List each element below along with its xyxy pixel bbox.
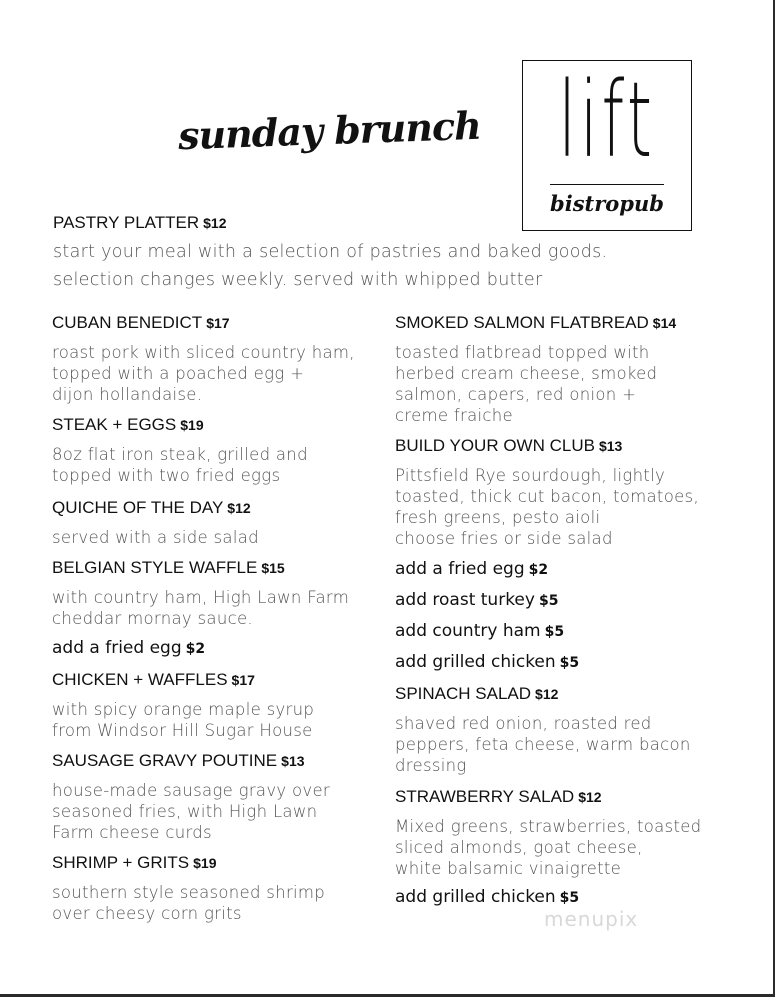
item-desc-strawberry-salad bbox=[395, 816, 701, 879]
item-name: SMOKED SALMON FLATBREAD bbox=[395, 313, 649, 332]
desc-line: shaved red onion, roasted red bbox=[395, 714, 652, 733]
item-desc-spinach-salad bbox=[395, 713, 691, 776]
desc-line: house-made sausage gravy over bbox=[52, 781, 331, 800]
addon-fried-egg-left bbox=[52, 638, 205, 658]
item-price: $13 bbox=[281, 753, 305, 769]
addon-grilled-chicken bbox=[395, 652, 579, 672]
item-price: $12 bbox=[227, 500, 251, 516]
desc-line: roast pork with sliced country ham, bbox=[52, 343, 355, 362]
addon-label: add a fried egg bbox=[52, 638, 182, 658]
logo-word: lift bbox=[558, 59, 656, 181]
desc-line: Farm cheese curds bbox=[52, 823, 212, 842]
addon-price: $5 bbox=[559, 890, 580, 906]
item-name: SHRIMP + GRITS bbox=[52, 853, 190, 872]
item-desc-shrimp-grits bbox=[52, 882, 325, 924]
item-price: $12 bbox=[203, 215, 227, 231]
item-price: $12 bbox=[535, 686, 559, 702]
item-name: STRAWBERRY SALAD bbox=[395, 787, 575, 806]
desc-line: over cheesy corn grits bbox=[52, 904, 242, 923]
addon-price: $2 bbox=[185, 641, 206, 657]
item-desc-smoked-salmon bbox=[395, 342, 657, 426]
item-name: SPINACH SALAD bbox=[395, 684, 532, 703]
item-title-build-club bbox=[395, 436, 622, 456]
item-name: BELGIAN STYLE WAFFLE bbox=[52, 558, 258, 577]
item-price: $13 bbox=[598, 438, 623, 454]
item-title-spinach-salad bbox=[395, 684, 558, 704]
menu-title: sunday brunch bbox=[177, 102, 482, 159]
item-price: $19 bbox=[180, 417, 204, 433]
item-title-shrimp-grits bbox=[52, 853, 217, 873]
desc-line: Pittsfield Rye sourdough, lightly bbox=[395, 466, 666, 485]
desc-line: cheddar mornay sauce. bbox=[52, 609, 253, 628]
desc-line: seasoned fries, with High Lawn bbox=[52, 802, 318, 821]
addon-price: $5 bbox=[559, 655, 580, 671]
desc-line: selection changes weekly. served with whipped butter bbox=[53, 270, 543, 290]
addon-label: add grilled chicken bbox=[395, 652, 556, 672]
item-name: SAUSAGE GRAVY POUTINE bbox=[52, 751, 278, 770]
item-title-smoked-salmon bbox=[395, 313, 676, 333]
addon-label: add grilled chicken bbox=[395, 887, 556, 907]
item-title-pastry-platter bbox=[53, 213, 226, 233]
desc-line: served with a side salad bbox=[52, 528, 259, 547]
item-desc-quiche bbox=[52, 527, 259, 548]
desc-line: choose fries or side salad bbox=[395, 529, 613, 548]
item-desc-steak-eggs bbox=[52, 444, 308, 486]
desc-line: peppers, feta cheese, warm bacon bbox=[395, 735, 691, 754]
addon-label: add country ham bbox=[395, 621, 541, 641]
item-price: $17 bbox=[206, 315, 230, 331]
desc-line: dijon hollandaise. bbox=[52, 385, 203, 404]
item-price: $15 bbox=[261, 560, 285, 576]
addon-country-ham bbox=[395, 621, 564, 641]
item-title-belgian-waffle bbox=[52, 558, 285, 578]
desc-line: toasted, thick cut bacon, tomatoes, bbox=[395, 487, 699, 506]
item-price: $17 bbox=[231, 672, 255, 688]
item-desc-build-club bbox=[395, 465, 699, 549]
item-title-cuban-benedict bbox=[52, 313, 230, 333]
item-name: QUICHE OF THE DAY bbox=[52, 498, 224, 517]
desc-line: white balsamic vinaigrette bbox=[395, 859, 622, 878]
desc-line: start your meal with a selection of pastries and baked goods. bbox=[53, 242, 608, 262]
addon-roast-turkey bbox=[395, 590, 558, 610]
item-desc-belgian-waffle bbox=[52, 587, 349, 629]
item-desc-sausage-poutine bbox=[52, 780, 330, 843]
item-title-sausage-poutine bbox=[52, 751, 305, 771]
item-price: $19 bbox=[193, 855, 217, 871]
item-desc-pastry-platter bbox=[53, 238, 607, 294]
desc-line: with spicy orange maple syrup bbox=[52, 700, 315, 719]
addon-label: add roast turkey bbox=[395, 590, 535, 610]
desc-line: topped with two fried eggs bbox=[52, 466, 281, 485]
desc-line: southern style seasoned shrimp bbox=[52, 883, 326, 902]
desc-line: dressing bbox=[395, 756, 467, 775]
desc-line: Mixed greens, strawberries, toasted bbox=[395, 817, 702, 836]
logo-divider bbox=[550, 184, 664, 185]
logo bbox=[522, 60, 692, 231]
desc-line: herbed cream cheese, smoked bbox=[395, 364, 658, 383]
addon-price: $5 bbox=[544, 624, 565, 640]
desc-line: sliced almonds, goat cheese, bbox=[395, 838, 643, 857]
item-title-quiche bbox=[52, 498, 251, 518]
item-name: PASTRY PLATTER bbox=[53, 213, 200, 232]
item-price: $14 bbox=[652, 315, 677, 331]
desc-line: topped with a poached egg + bbox=[52, 364, 305, 383]
desc-line: toasted flatbread topped with bbox=[395, 343, 650, 362]
desc-line: 8oz flat iron steak, grilled and bbox=[52, 445, 308, 464]
item-name: CUBAN BENEDICT bbox=[52, 313, 203, 332]
desc-line: salmon, capers, red onion + bbox=[395, 385, 637, 404]
addon-label: add a fried egg bbox=[395, 559, 525, 579]
desc-line: creme fraiche bbox=[395, 406, 513, 425]
item-title-steak-eggs bbox=[52, 415, 204, 435]
addon-grilled-chicken-salad bbox=[395, 887, 579, 907]
addon-price: $5 bbox=[538, 593, 559, 609]
desc-line: from Windsor Hill Sugar House bbox=[52, 721, 313, 740]
addon-fried-egg-right bbox=[395, 559, 548, 579]
item-desc-cuban-benedict bbox=[52, 342, 355, 405]
addon-price: $2 bbox=[528, 562, 549, 578]
item-title-strawberry-salad bbox=[395, 787, 602, 807]
item-name: CHICKEN + WAFFLES bbox=[52, 670, 228, 689]
watermark: menupix bbox=[544, 907, 639, 931]
logo-subtitle: bistropub bbox=[550, 191, 664, 216]
item-name: BUILD YOUR OWN CLUB bbox=[395, 436, 595, 455]
desc-line: with country ham, High Lawn Farm bbox=[52, 588, 350, 607]
item-desc-chicken-waffles bbox=[52, 699, 314, 741]
item-name: STEAK + EGGS bbox=[52, 415, 177, 434]
desc-line: fresh greens, pesto aioli bbox=[395, 508, 601, 527]
item-title-chicken-waffles bbox=[52, 670, 255, 690]
item-price: $12 bbox=[578, 789, 602, 805]
